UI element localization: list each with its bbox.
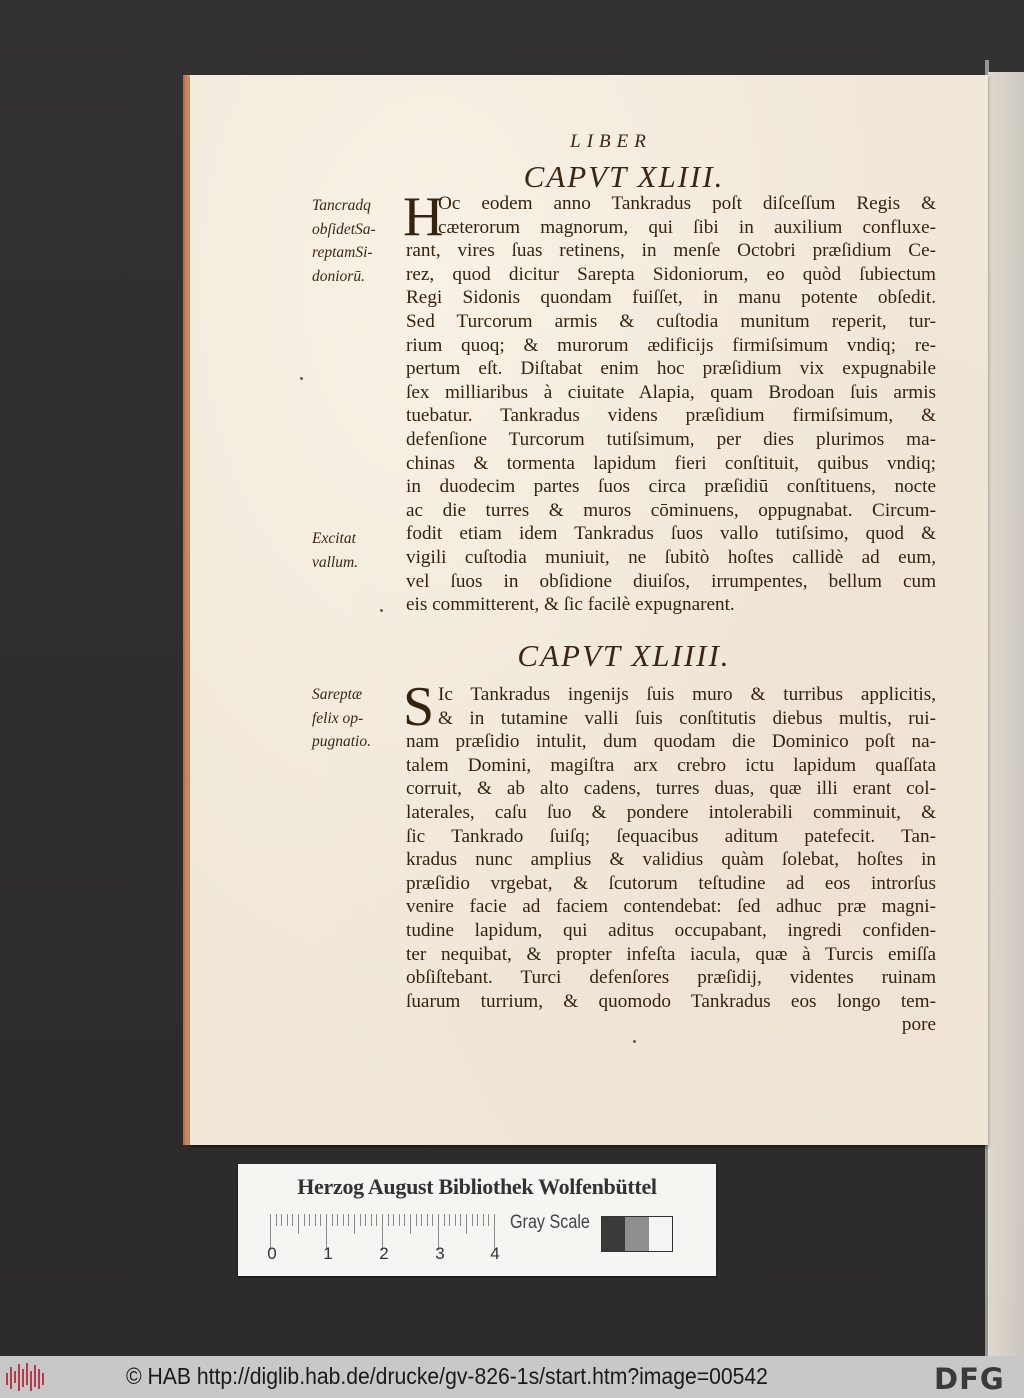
ruler-tick	[376, 1214, 377, 1226]
text-line: defenſione Turcorum tutiſsimum, per dies plurimos ma-	[406, 428, 936, 450]
text-line: in duodecim partes ſuos circa præſidiū conſtituens, nocte	[406, 476, 936, 498]
paper-speck	[380, 609, 383, 612]
paper-speck	[300, 377, 303, 380]
ruler-tick	[292, 1214, 293, 1226]
text-line: ſuarum turrium, & quomodo Tankradus eos longo tem-	[406, 990, 936, 1012]
gray-scale-label: Gray Scale	[510, 1212, 590, 1233]
ruler-tick	[421, 1214, 422, 1226]
ruler-tick	[281, 1214, 282, 1226]
ruler-tick	[320, 1214, 321, 1226]
margin-note	[312, 194, 402, 288]
text-line: kradus nunc amplius & validius quàm ſolebat, hoſtes in	[406, 849, 936, 871]
ruler-tick	[466, 1214, 467, 1234]
ruler-tick	[332, 1214, 333, 1226]
margin-note	[312, 527, 402, 574]
swatch-mid	[625, 1217, 648, 1251]
margin-note-line: doniorū.	[312, 267, 365, 285]
ruler-tick	[348, 1214, 349, 1226]
adjacent-page-edge	[988, 72, 1024, 1356]
drop-cap: H	[403, 186, 444, 248]
text-line: fodit etiam idem Tankradus ſuos vallo tutiſsimo, quod &	[406, 523, 936, 545]
ruler-label: 3	[435, 1244, 445, 1263]
margin-note-line: felix op-	[312, 709, 364, 727]
ruler-tick	[337, 1214, 338, 1226]
margin-note	[312, 683, 402, 754]
text-line: Sed Turcorum armis & cuſtodia munitum reperit, tur-	[406, 310, 936, 332]
ruler-tick	[354, 1214, 355, 1234]
text-line: laterales, caſu ſuo & pondere intolerabili comminuit, &	[406, 801, 936, 823]
margin-note-line: reptamSi-	[312, 244, 373, 262]
ruler-tick	[304, 1214, 305, 1226]
ruler-tick	[365, 1214, 366, 1226]
ruler-tick	[287, 1214, 288, 1226]
ruler-tick	[416, 1214, 417, 1226]
running-head: LIBER	[570, 131, 652, 152]
chapter-body	[406, 683, 936, 1037]
ruler-label: 1	[323, 1244, 333, 1263]
ruler-tick	[488, 1214, 489, 1226]
text-line: chinas & tormenta lapidum fieri conſtituit, quibus vndiq;	[406, 452, 936, 474]
text-line: talem Domini, magiſtra arx crebro ictu lapidum quaſſata	[406, 754, 936, 776]
text-line: corruit, & ab alto cadens, turres duas, quæ illi erant col-	[406, 778, 936, 800]
ruler-tick	[309, 1214, 310, 1226]
margin-note-line: obſidetSa-	[312, 220, 376, 238]
ruler-label: 0	[267, 1244, 277, 1263]
margin-note-line: Excitat	[312, 530, 356, 547]
margin-note-line: vallum.	[312, 553, 359, 571]
text-line: Ic Tankradus ingenijs ſuis muro & turribus applicitis,	[438, 684, 936, 705]
text-line: ſex milliaribus à ciuitate Alapia, quam Brodoan ſuis armis	[406, 381, 936, 403]
text-line: præſidio vrgebat, & ſcutorum teſtudine ad eos introrſus	[406, 872, 936, 894]
text-line: cæterorum magnorum, qui ſibi in auxilium confluxe-	[438, 216, 936, 238]
ruler-tick	[455, 1214, 456, 1226]
ruler-tick	[276, 1214, 277, 1226]
color-reference-card	[238, 1164, 716, 1276]
hab-logo-icon	[4, 1361, 46, 1393]
margin-note-line: pugnatio.	[312, 733, 371, 751]
ruler-tick	[388, 1214, 389, 1226]
ruler-tick	[477, 1214, 478, 1226]
text-line: rium quoq; & murorum ædificijs firmiſsimum vndiq; re-	[406, 334, 936, 356]
swatch-dark	[602, 1217, 625, 1251]
ruler-tick	[483, 1214, 484, 1226]
text-line: ac die turres & muros cōminuens, oppugnabat. Circum-	[406, 499, 936, 521]
text-line: tudine lapidum, qui aditus occupabant, ingredi confiden-	[406, 919, 936, 941]
text-line: rant, vires ſuas retinens, in menſe Octobri præſidium Ce-	[406, 240, 936, 262]
text-line: rez, quod dicitur Sarepta Sidoniorum, eo quòd ſubiectum	[406, 263, 936, 285]
text-line: venire facie ad faciem contendebat: ſed adhuc præ magni-	[406, 896, 936, 918]
text-line: Regi Sidonis quondam fuiſſet, in manu potente obſedit.	[406, 287, 936, 309]
margin-note-line: Tancradq	[312, 197, 371, 214]
chapter-title: CAPVT XLIIII.	[517, 638, 731, 673]
ruler-tick	[472, 1214, 473, 1226]
dfg-logo: DFG	[934, 1362, 1005, 1396]
ruler-tick	[410, 1214, 411, 1234]
catchword: pore	[901, 1014, 936, 1036]
card-title: Herzog August Bibliothek Wolfenbüttel	[297, 1174, 657, 1199]
text-line: & in tutamine valli ſuis conſtitutis diebus multis, rui-	[438, 707, 936, 729]
book-page	[190, 75, 988, 1145]
ruler-label: 4	[490, 1244, 500, 1263]
text-line: ter nequibat, & propter infeſta iacula, quæ à Turcis emiſſa	[406, 943, 936, 965]
chapter-body	[406, 192, 936, 617]
ruler-tick	[298, 1214, 299, 1234]
ruler-tick	[449, 1214, 450, 1226]
text-line: tuebatur. Tankradus videns præſidium firmiſsimum, &	[406, 405, 936, 427]
ruler-tick	[343, 1214, 344, 1226]
ruler-tick	[371, 1214, 372, 1226]
drop-cap: S	[403, 676, 435, 738]
footer-bar	[0, 1356, 1024, 1398]
chapter-title: CAPVT XLIII.	[523, 159, 725, 194]
ruler-tick	[432, 1214, 433, 1226]
ruler-tick	[393, 1214, 394, 1226]
ruler-label: 2	[379, 1244, 389, 1263]
text-line: vel ſuos in obſidione diuiſos, irrumpentes, bellum cum	[406, 570, 936, 592]
text-line: vigili cuſtodia muniuit, ne ſubitò hoſtes callidè ad eum,	[406, 546, 936, 568]
text-line: eis committerent, & ſic facilè expugnarent.	[406, 594, 735, 616]
text-line: nam præſidio intulit, dum quodam die Dominico poſt na-	[406, 731, 936, 753]
ruler-tick	[404, 1214, 405, 1226]
margin-note-line: Sareptæ	[312, 686, 363, 703]
gray-scale-swatches	[601, 1216, 673, 1252]
swatch-light	[649, 1217, 672, 1251]
paper-speck	[633, 1040, 636, 1043]
ruler-tick	[444, 1214, 445, 1226]
ruler-tick	[460, 1214, 461, 1226]
text-line: Oc eodem anno Tankradus poſt diſceſſum Regis &	[438, 193, 936, 214]
text-line: pertum eſt. Diſtabat enim hoc præſidium vix expugnabile	[406, 358, 936, 380]
ruler-tick	[427, 1214, 428, 1226]
text-line: ſic Tankrado ſuiſq; ſequacibus aditum patefecit. Tan-	[406, 825, 936, 847]
ruler-tick	[360, 1214, 361, 1226]
ruler-tick	[399, 1214, 400, 1226]
text-line: obſiſtebant. Turci defenſores præſidij, videntes ruinam	[406, 967, 936, 989]
copyright-url: © HAB http://diglib.hab.de/drucke/gv-826-1s/start.htm?image=00542	[126, 1363, 768, 1389]
ruler-tick	[315, 1214, 316, 1226]
